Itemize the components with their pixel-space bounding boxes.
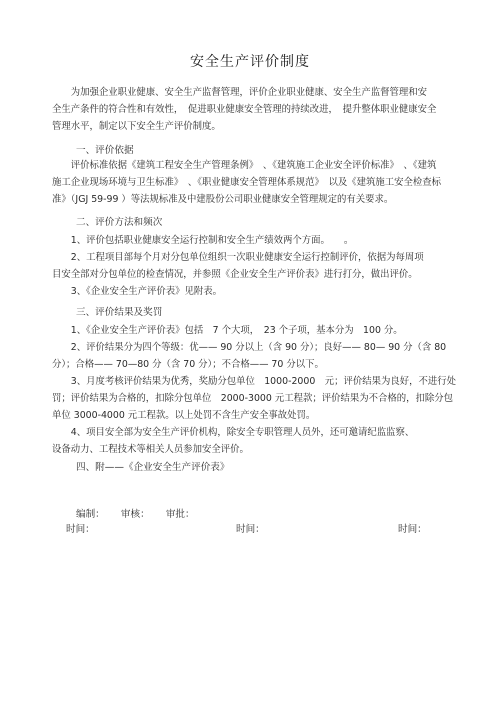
results-line: 分）；合格—— 70—80 分（含 70 分）；不合格—— 70 分以下。 [52, 359, 324, 370]
approve-label: 审批： [165, 509, 195, 520]
page-title: 安全生产评价制度 [190, 54, 310, 70]
time-label-3: 时间： [398, 524, 427, 535]
results-line: 设备动力、工程技术等相关人员参加安全评价。 [52, 444, 249, 455]
results-line: 3、月度考核评价结果为优秀，奖励分包单位 1000-2000 元；评价结果为良好，不进行处 [52, 376, 456, 387]
basis-line: 准》（JGJ 59-99 ）等法规标准及中建股份公司职业健康安全管理规定的有关要求。 [52, 194, 394, 205]
method-line: 1、评价包括职业健康安全运行控制和安全生产绩效两个方面。 。 [52, 235, 354, 246]
section-heading-method: 二、评价方法和频次 [76, 217, 163, 228]
section-heading-results: 三、评价结果及奖罚 [76, 307, 163, 318]
results-line: 4、项目安全部为安全生产评价机构，除安全专职管理人员外，还可邀请纪监监察、 [52, 427, 415, 438]
time-label-2: 时间： [236, 524, 265, 535]
results-line: 1、《企业安全生产评价表》包括 7 个大项， 23 个子项，基本分为 100 分。 [52, 325, 403, 336]
basis-paragraph [52, 157, 452, 208]
compile-label: 编制： [76, 509, 105, 520]
basis-line: 施工企业现场环境与卫生标准》 、《职业健康安全管理体系规范》 以及《建筑施工安全检查标 [52, 177, 442, 188]
method-line: 2、工程项目部每个月对分包单位组织一次职业健康安全运行控制评价，依据为每周项 [52, 252, 424, 263]
intro-line: 管理水平，制定以下安全生产评价制度。 [52, 121, 221, 132]
results-line: 罚；评价结果为合格的，扣除分包单位 2000-3000 元工程款；评价结果为不合格的，扣除分包 [52, 393, 453, 404]
review-label: 审核： [120, 509, 150, 520]
results-paragraph [52, 322, 456, 458]
basis-line: 评价标准依据《建筑工程安全生产管理条例》 、《建筑施工企业安全评价标准》 、《建筑 [52, 160, 437, 171]
method-paragraph [52, 232, 452, 300]
method-line: 3、《企业安全生产评价表》见附表。 [52, 286, 223, 297]
section-heading-appendix: 四、附——《企业安全生产评价表》 [76, 462, 230, 473]
intro-paragraph [52, 84, 452, 135]
time-label-1: 时间： [66, 524, 95, 535]
section-heading-basis: 一、评价依据 [76, 145, 134, 156]
method-line: 目安全部对分包单位的检查情况，并参照《企业安全生产评价表》进行打分，做出评价。 [52, 269, 418, 280]
signature-row-roles [76, 506, 195, 520]
results-line: 2、评价结果分为四个等级：优—— 90 分以上（含 90 分）；良好—— 80— 90 分（含 80 [52, 342, 447, 353]
results-line: 单位 3000-4000 元工程款。以上处罚不含生产安全事故处罚。 [52, 410, 316, 421]
intro-line: 全生产条件的符合性和有效性， 促进职业健康安全管理的持续改进， 提升整体职业健康安全 [52, 104, 437, 115]
intro-line: 为加强企业职业健康、安全生产监督管理，评价企业职业健康、安全生产监督管理和安 [52, 87, 428, 98]
